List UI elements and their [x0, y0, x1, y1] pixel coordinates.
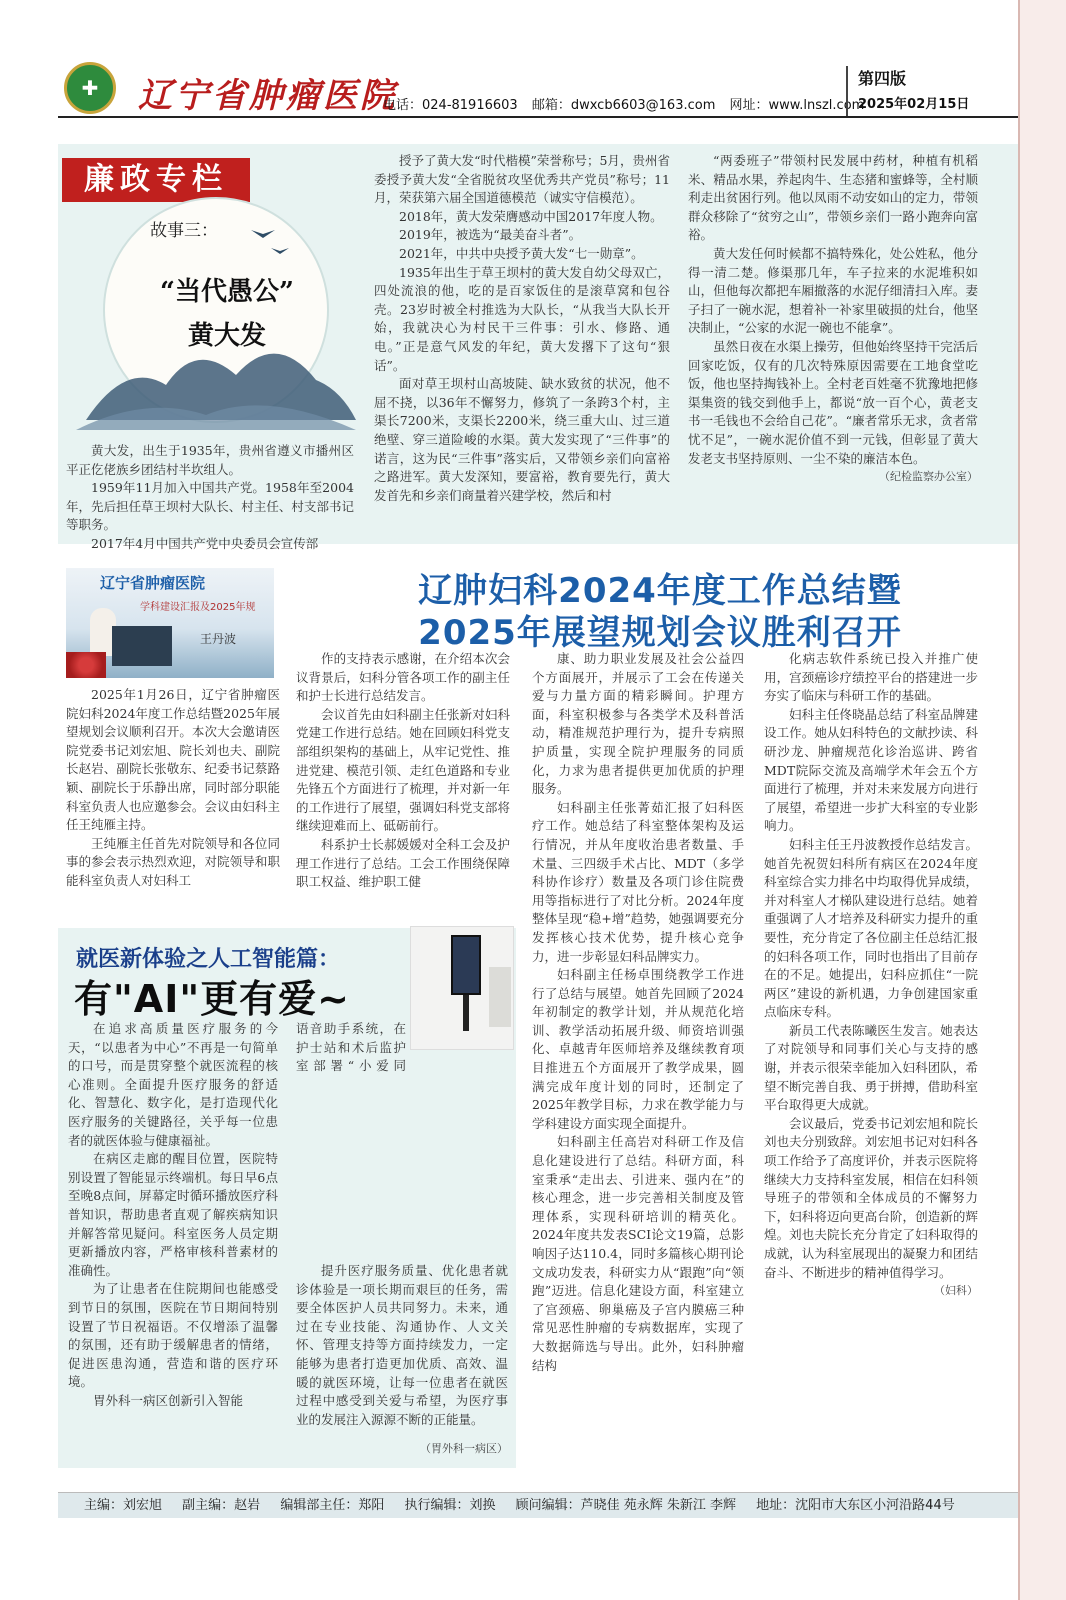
article2-headline [310, 570, 1010, 654]
terminal-stand-icon [463, 995, 469, 1031]
story-title-line1: “当代愚公” [160, 277, 294, 307]
paragraph: 授予了黄大发“时代楷模”荣誉称号；5月，贵州省委授予黄大发“全省脱贫攻坚优秀共产党员”称号；11月，荣获第六届全国道德模范（诚实守信模范）。 [374, 153, 670, 206]
paragraph: 科系护士长郝媛媛对全科工会及护理工作进行了总结。工会工作围绕保障职工权益、维护职工健 [296, 836, 510, 890]
integrity-col3 [688, 152, 978, 556]
display-terminal-icon [451, 935, 481, 995]
masthead [58, 58, 1018, 118]
flowers-icon [66, 652, 106, 678]
ai-col1 [68, 1020, 278, 1460]
ai-col2-top [296, 1020, 406, 1076]
paragraph: 妇科主任王丹波教授作总结发言。她首先祝贺妇科所有病区在2024年度科室综合实力排名中均取得优异成绩，并对科室人才梯队建设进行总结。她着重强调了人才培养及科研实力提升的重要性，充分肯定了各位副主任总结汇报的妇科各项工作，同时也指出了目前存在的不足。她提出，妇科应抓住“一院两区”建设的新机遇，力争创建国家重点临床专科。 [764, 836, 978, 1020]
paragraph: 妇科副主任高岩对科研工作及信息化建设进行了总结。科研方面，科室秉承“走出去、引进来、强内在”的核心理念，进一步完善相关制度及管理体系，实现科研培训的精英化。2024年度共发表SCI论文19篇，总影响因子达110.4，同时多篇核心期刊论文成功发表，科研实力从“跟跑”向“领跑”迈进。信息化建设方面，科室建立了宫颈癌、卵巢癌及子宫内膜癌三种常见恶性肿瘤的专病数据库，实现了大数据筛选与导出。此外，妇科肿瘤结构 [532, 1134, 744, 1373]
smart-terminal-photo [410, 926, 514, 1050]
integrity-col2 [374, 152, 670, 556]
ai-article-title: 有"AI"更有爱~ [74, 977, 350, 1021]
story-label: 故事三： [150, 221, 218, 241]
side-decoration [1018, 0, 1066, 1600]
paragraph: 在追求高质量医疗服务的今天，“以患者为中心”不再是一句简单的口号，而是贯穿整个就医流程的核心准则。全面提升医疗服务的舒适化、智慧化、数字化，是打造现代化医疗服务的关键路径，关乎每一位患者的就医体验与健康福祉。 [68, 1021, 278, 1148]
paragraph: 康、助力职业发展及社会公益四个方面展开，并展示了工会在传递关爱与力量方面的精彩瞬间。护理方面，科室积极参与各类学术及科普活动，精准规范护理行为，提升专病照护质量，实现全院护理服务的同质化，力求为患者提供更加优质的护理服务。 [532, 651, 744, 797]
article2-col3 [532, 650, 744, 1456]
paragraph: “两委班子”带领村民发展中药材，种植有机稻米、精品水果，养起肉牛、生态猪和蜜蜂等，全村顺利走出贫困行列。他以凤雨不动安如山的定力，带领群众移除了“贫穷之山”，带领乡亲们一路小跑奔向富裕。 [688, 153, 978, 243]
article2-col2 [296, 650, 510, 918]
integrity-column-badge: 廉政专栏 [62, 158, 250, 202]
paragraph: 新员工代表陈曦医生发言。她表达了对院领导和同事们关心与支持的感谢，并表示很荣幸能加入妇科团队，希望不断完善自我、勇于拼搏，借助科室平台取得更大成就。 [764, 1022, 978, 1113]
photo-banner: 辽宁省肿瘤医院 [100, 574, 206, 592]
paragraph: 1935年出生于草王坝村的黄大发自幼父母双亡，四处流浪的他，吃的是百家饭住的是滚草窝和包谷壳。23岁时被全村推选为大队长，“从我当大队长开始，我就决心为村民干三件事：引水、修路、通电。”正是意气风发的年纪，黄大发撂下了这句“狠话”。 [374, 264, 670, 373]
office-director: 编辑部主任：郑阳 [280, 1498, 385, 1513]
paragraph: 黄大发，出生于1935年，贵州省遵义市播州区平正仡佬族乡团结村半坎组人。 [66, 443, 354, 477]
paragraph: 胃外科一病区创新引入智能 [93, 1392, 244, 1408]
deputy-editor: 副主编：赵岩 [182, 1498, 261, 1513]
meeting-photo [66, 568, 274, 678]
edition-box [846, 66, 978, 116]
integrity-col1 [66, 442, 354, 552]
paragraph: 黄大发任何时候都不搞特殊化，处公姓私，他分得一清二楚。修渠那几年，车子拉来的水泥堆积如山，但他每次都把车厢撤落的水泥仔细清扫入库。妻子扫了一碗水泥，想着补一补家里破损的灶台，他坚决制止，“公家的水泥一碗也不能拿”。 [688, 245, 978, 336]
phone: 电话：024-81916603 [383, 98, 518, 113]
newspaper-page [58, 0, 1018, 1600]
issue-date: 2025年02月15日 [858, 97, 970, 112]
paragraph: 王纯雁主任首先对院领导和各位同事的参会表示热烈欢迎，对院领导和职能科室负责人对妇科工 [66, 835, 280, 888]
paragraph: 为了让患者在住院期间也能感受到节日的氛围，医院在节日期间特别设置了节日祝福语。不仅增添了温馨的氛围，还有助于缓解患者的情绪，促进医患沟通，营造和谐的医疗环境。 [68, 1281, 278, 1390]
paragraph: 会议最后，党委书记刘宏旭和院长刘也夫分别致辞。刘宏旭书记对妇科各项工作给予了高度评价，并表示医院将继续大力支持科室发展，相信在妇科领导班子的带领和全体成员的不懈努力下，妇科将迈向更高台阶，创造新的辉煌。刘也夫院长充分肯定了妇科取得的成就，认为科室展现出的凝聚力和团结奋斗、不断进步的精神值得学习。 [764, 1115, 978, 1280]
address: 地址：沈阳市大东区小河沿路44号 [756, 1498, 955, 1513]
edition-label: 第四版 [858, 69, 907, 88]
paragraph: 妇科副主任杨卓围绕教学工作进行了总结与展望。她首先回顾了2024年初制定的教学计划，并从规范化培训、教学活动拓展升级、师资培训强化、卓越青年医师培养及继续教育项目推进五个方面展开了教学成果，圆满完成年度计划的同时，还制定了2025年教学目标，力求在教学能力与学科建设方面实现全面提升。 [532, 967, 744, 1131]
story-title-line2: 黄大发 [187, 321, 266, 351]
article2-col1 [66, 686, 280, 918]
paragraph: 在病区走廊的醒目位置，医院特别设置了智能显示终端机。每日早6点至晚8点间，屏幕定时循环播放医疗科普知识，帮助患者直观了解疾病知识并解答常见疑问。科室医务人员定期更新播放内容，严格审核科普素材的准确性。 [68, 1151, 278, 1278]
paragraph: 提升医疗服务质量、优化患者就诊体验是一项长期而艰巨的任务，需要全体医护人员共同努力。未来，通过在专业技能、沟通协作、人文关怀、管理支持等方面持续发力，一定能够为患者打造更加优质、高效、温暖的就医环境，让每一位患者在就医过程中感受到关爱与希望，为医疗事业的发展注入源源不断的正能量。 [296, 1263, 508, 1427]
advisory-editors: 顾问编辑：芦晓佳 苑永辉 朱新江 李辉 [515, 1498, 737, 1513]
footer-credits [58, 1492, 1018, 1518]
paragraph: 妇科副主任张菁茹汇报了妇科医疗工作。她总结了科室整体架构及运行情况，并从年度收治患者数量、手术量、三四级手术占比、MDT（多学科协作诊疗）数量及各项门诊住院费用等指标进行了对比分析。2024年度整体呈现“稳+增”趋势，她强调要充分发挥核心技术优势，提升核心竞争力，进一步彰显妇科品牌实力。 [532, 799, 744, 964]
website: 网址：www.lnszl.com [729, 98, 865, 113]
speaker-name: 王丹波 [200, 632, 237, 646]
headline-line2: 2025年展望规划会议胜利召开 [418, 613, 902, 653]
editor-in-chief: 主编：刘宏旭 [84, 1498, 163, 1513]
paragraph: 妇科主任佟晓晶总结了科室品牌建设工作。她从妇科特色的文献抄读、科研沙龙、肿瘤规范化诊治巡讲、跨省MDT院际交流及高端学术年会五个方面进行了梳理，并对未来发展方向进行了展望，希望进一步扩大科室的专业影响力。 [764, 706, 978, 834]
paragraph: 会议首先由妇科副主任张新对妇科党建工作进行总结。她在回顾妇科党支部组织架构的基础上，从牢记党性、推进党建、模范引领、走红色道路和专业先锋五个方面进行了梳理，并对新一年的工作进行了展望，强调妇科党支部将继续迎难而上、砥砺前行。 [296, 706, 510, 834]
paragraph: 语音助手系统，在护士站和术后监护室部署“小爱同 [296, 1021, 406, 1074]
paragraph: 2025年1月26日，辽宁省肿瘤医院妇科2024年度工作总结暨2025年展望规划会议顺利召开。本次大会邀请医院党委书记刘宏旭、院长刘也夫、副院长赵岩、副院长张敬东、纪委书记蔡路颖、副院长于乐静出席，同时部分职能科室负责人也应邀参会。会议由妇科主任王纯雁主持。 [66, 687, 280, 833]
ai-col2 [296, 1262, 508, 1434]
paragraph: 虽然日夜在水渠上操劳，但他始终坚持干完活后回家吃饭，仅有的几次特殊原因需要在工地食堂吃饭，他也坚持掏钱补上。全村老百姓毫不犹豫地把修渠集资的钱交到他手上，都说“放一百个心，黄老支书一毛钱也不会给自己花”。“廉者常乐无求，贪者常忧不足”，一碗水泥价值不到一元钱，但彰显了黄大发老支书坚持原则、一尘不染的廉洁本色。 [688, 338, 978, 466]
contact-info [383, 94, 874, 113]
paragraph: 化病志软件系统已投入并推广使用，宫颈癌诊疗绩控平台的搭建进一步夯实了临床与科研工作的基础。 [764, 651, 978, 704]
paragraph: 2017年4月中国共产党中央委员会宣传部 [91, 535, 319, 551]
ai-article-subtitle: 就医新体验之人工智能篇： [76, 947, 341, 972]
story-title [122, 270, 332, 358]
paragraph: 2018年，黄大发荣膺感动中国2017年度人物。 [399, 208, 663, 224]
hospital-logo-icon: ✚ [64, 62, 116, 114]
executive-editor: 执行编辑：刘换 [404, 1498, 496, 1513]
integrity-signature: （纪检监察办公室） [879, 470, 978, 484]
email: 邮箱：dwxcb6603@163.com [531, 98, 716, 113]
paragraph: 面对草王坝村山高坡陡、缺水致贫的状况，他不屈不挠，以36年不懈努力，修筑了一条跨3个村，主渠长7200米，支渠长2200米，绕三重大山、过三道绝壁、穿三道险峻的水渠。黄大发实现了“三件事”的诺言，这为民“三件事”落实后，又带领乡亲们向富裕之路进军。黄大发深知，要富裕，教育要先行，黄大发首先和乡亲们商量着兴建学校，然后和村 [374, 376, 670, 503]
paragraph: 2021年，中共中央授予黄大发“七一勋章”。 [399, 245, 644, 261]
cabinet-icon [489, 967, 511, 1027]
paragraph: 1959年11月加入中国共产党。1958年至2004年，先后担任草王坝村大队长、村主任、村支部书记等职务。 [66, 480, 354, 533]
article2-col4 [764, 650, 978, 1468]
paragraph: 2019年，被选为“最美奋斗者”。 [399, 227, 582, 243]
article2-signature: （妇科） [934, 1284, 978, 1298]
photo-subtitle: 学科建设汇报及2025年规 [140, 602, 256, 613]
hospital-name: 辽宁省肿瘤医院 [138, 76, 397, 116]
podium-icon [112, 626, 172, 666]
paragraph: 作的支持表示感谢，在介绍本次会议背景后，妇科分管各项工作的副主任和护士长进行总结发言。 [296, 651, 510, 704]
ai-signature: （胃外科一病区） [420, 1442, 508, 1455]
headline-line1: 辽肿妇科2024年度工作总结暨 [418, 571, 902, 611]
